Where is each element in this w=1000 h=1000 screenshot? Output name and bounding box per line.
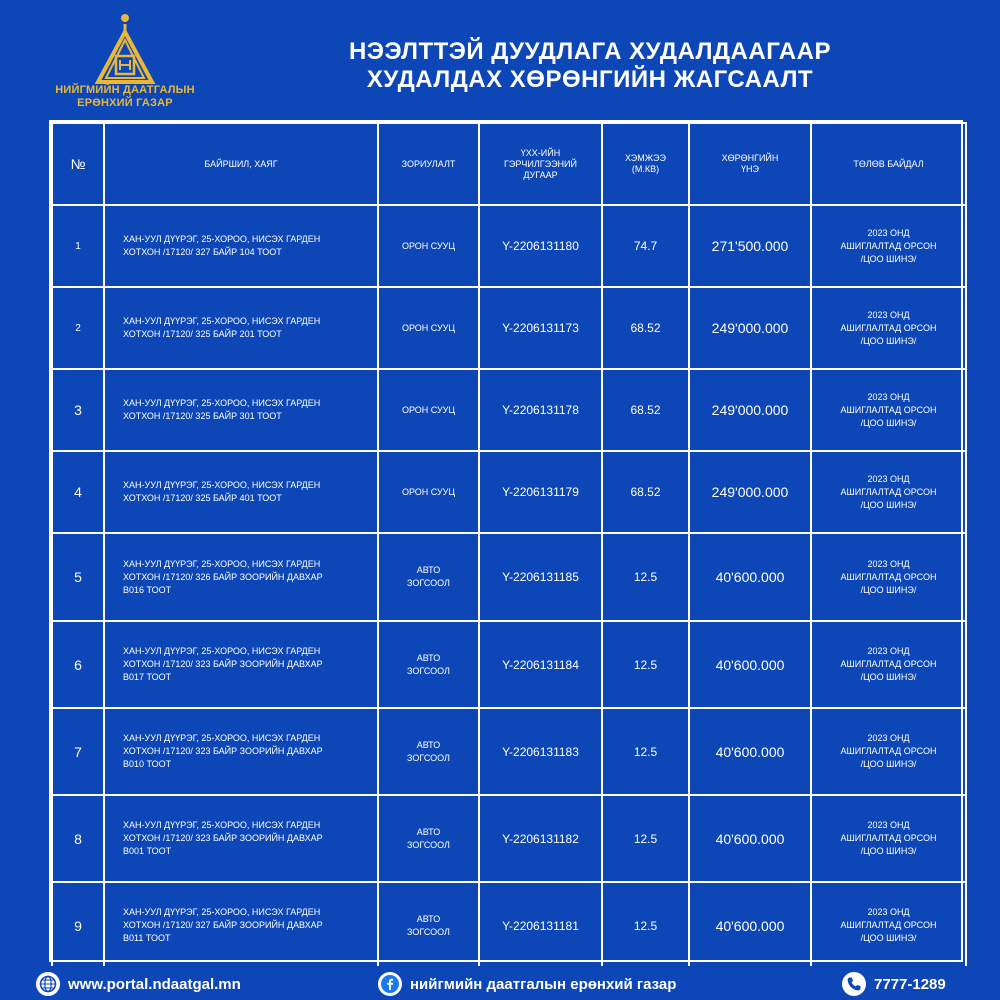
row-number: 8 <box>52 795 104 882</box>
row-purpose <box>378 287 479 369</box>
row-price: 40'600.000 <box>689 708 811 795</box>
row-status-line2: АШИГЛАЛТАД ОРСОН <box>840 322 937 333</box>
row-status-line2: АШИГЛАЛТАД ОРСОН <box>840 486 937 497</box>
row-purpose-line1: ОРОН СУУЦ <box>401 322 456 333</box>
row-purpose-line2: ЗОГСООЛ <box>407 578 450 588</box>
row-purpose <box>378 621 479 708</box>
row-address-line1: ХАН-УУЛ ДҮҮРЭГ, 25-ХОРОО, НИСЭХ ГАРДЕН <box>123 820 321 830</box>
row-purpose-line1: АВТО <box>416 739 441 750</box>
row-certificate: Y-2206131181 <box>479 882 602 969</box>
row-status-line1: 2023 ОНД <box>867 309 910 320</box>
row-address-line1: ХАН-УУЛ ДҮҮРЭГ, 25-ХОРОО, НИСЭХ ГАРДЕН <box>123 316 321 326</box>
header-price-line1: ХӨРӨНГИЙН <box>721 153 779 163</box>
row-purpose-line1: АВТО <box>416 826 441 837</box>
row-purpose-line1: АВТО <box>416 652 441 663</box>
header-no: № <box>52 123 104 205</box>
row-price: 249'000.000 <box>689 287 811 369</box>
header-purpose: ЗОРИУЛАЛТ <box>378 123 479 205</box>
row-price: 40'600.000 <box>689 795 811 882</box>
row-number: 3 <box>52 369 104 451</box>
row-address-line2: ХОТХОН /17120/ 327 БАЙР ЗООРИЙН ДАВХАР <box>123 920 323 930</box>
row-address <box>104 882 378 969</box>
table-row <box>52 882 966 969</box>
header-certificate-line3: ДУГААР <box>523 169 558 180</box>
row-price: 40'600.000 <box>689 882 811 969</box>
row-size: 68.52 <box>602 451 689 533</box>
header-certificate-line1: ҮХХ-ИЙН <box>520 147 561 158</box>
row-certificate: Y-2206131180 <box>479 205 602 287</box>
header-size-line2: (М.КВ) <box>631 164 660 174</box>
row-status-line1: 2023 ОНД <box>867 391 910 402</box>
row-status <box>811 882 966 969</box>
row-address-line1: ХАН-УУЛ ДҮҮРЭГ, 25-ХОРОО, НИСЭХ ГАРДЕН <box>123 733 321 743</box>
row-status-line1: 2023 ОНД <box>867 733 910 743</box>
row-address <box>104 795 378 882</box>
row-purpose-line1: ОРОН СУУЦ <box>401 240 456 251</box>
row-status-line2: АШИГЛАЛТАД ОРСОН <box>840 240 937 251</box>
footer-website[interactable] <box>36 971 241 997</box>
row-address <box>104 451 378 533</box>
logo-text-line2: ЕРӨНХИЙ ГАЗАР <box>77 97 173 109</box>
row-size: 74.7 <box>602 205 689 287</box>
row-certificate: Y-2206131173 <box>479 287 602 369</box>
row-address-line2: ХОТХОН /17120/ 323 БАЙР ЗООРИЙН ДАВХАР <box>123 746 323 756</box>
table-row <box>52 795 966 882</box>
table-row <box>52 369 966 451</box>
row-address <box>104 205 378 287</box>
row-address-line1: ХАН-УУЛ ДҮҮРЭГ, 25-ХОРОО, НИСЭХ ГАРДЕН <box>123 558 321 569</box>
header-certificate-line2: ГЭРЧИЛГЭЭНИЙ <box>504 158 577 169</box>
row-price: 249'000.000 <box>689 369 811 451</box>
row-number: 2 <box>52 287 104 369</box>
row-status <box>811 451 966 533</box>
row-status-line3: /ЦОО ШИНЭ/ <box>860 759 917 769</box>
facebook-icon <box>378 972 402 996</box>
table-row <box>52 621 966 708</box>
row-status-line1: 2023 ОНД <box>867 646 910 656</box>
row-address-line2: ХОТХОН /17120/ 327 БАЙР 104 ТООТ <box>123 247 282 257</box>
row-status-line2: АШИГЛАЛТАД ОРСОН <box>840 659 937 669</box>
row-status-line1: 2023 ОНД <box>867 820 910 830</box>
row-status-line1: 2023 ОНД <box>867 907 910 917</box>
row-price: 249'000.000 <box>689 451 811 533</box>
row-status-line2: АШИГЛАЛТАД ОРСОН <box>840 404 937 415</box>
row-purpose <box>378 708 479 795</box>
header-certificate <box>479 123 602 205</box>
footer-website-text[interactable]: www.portal.ndaatgal.mn <box>68 975 241 993</box>
row-status-line1: 2023 ОНД <box>867 558 910 569</box>
table-row <box>52 708 966 795</box>
row-status-line3: /ЦОО ШИНЭ/ <box>860 417 917 428</box>
row-number: 7 <box>52 708 104 795</box>
row-purpose <box>378 533 479 621</box>
row-number: 5 <box>52 533 104 621</box>
row-address-line3: B010 ТООТ <box>123 759 172 769</box>
row-status-line1: 2023 ОНД <box>867 227 910 238</box>
row-certificate: Y-2206131185 <box>479 533 602 621</box>
footer-facebook-text[interactable]: нийгмийн даатгалын ерөнхий газар <box>410 975 677 993</box>
header-price <box>689 123 811 205</box>
row-number: 4 <box>52 451 104 533</box>
row-price: 40'600.000 <box>689 533 811 621</box>
logo-text-line1: НИЙГМИЙН ДААТГАЛЫН <box>55 84 195 96</box>
row-address-line2: ХОТХОН /17120/ 326 БАЙР ЗООРИЙН ДАВХАР <box>123 571 323 582</box>
header-status: ТӨЛӨВ БАЙДАЛ <box>811 123 966 205</box>
page-title-line1: НЭЭЛТТЭЙ ДУУДЛАГА ХУДАЛДААГААР <box>349 38 831 65</box>
row-status-line3: /ЦОО ШИНЭ/ <box>860 335 917 346</box>
globe-icon <box>36 972 60 996</box>
row-address-line3: B016 ТООТ <box>123 584 172 595</box>
row-status-line1: 2023 ОНД <box>867 473 910 484</box>
table-header-row <box>52 123 966 205</box>
row-address-line1: ХАН-УУЛ ДҮҮРЭГ, 25-ХОРОО, НИСЭХ ГАРДЕН <box>123 234 321 244</box>
row-status <box>811 205 966 287</box>
row-address <box>104 369 378 451</box>
phone-icon <box>842 972 866 996</box>
row-purpose-line2: ЗОГСООЛ <box>407 752 450 763</box>
footer <box>0 966 1000 1000</box>
row-status-line2: АШИГЛАЛТАД ОРСОН <box>840 571 937 582</box>
row-status-line3: /ЦОО ШИНЭ/ <box>860 933 917 943</box>
row-size: 68.52 <box>602 287 689 369</box>
row-status-line3: /ЦОО ШИНЭ/ <box>860 846 917 856</box>
table-row <box>52 533 966 621</box>
table-row <box>52 205 966 287</box>
header-size-line1: ХЭМЖЭЭ <box>625 153 666 163</box>
row-address-line3: B017 ТООТ <box>123 672 172 682</box>
header-size <box>602 123 689 205</box>
row-address-line1: ХАН-УУЛ ДҮҮРЭГ, 25-ХОРОО, НИСЭХ ГАРДЕН <box>123 907 321 917</box>
row-purpose <box>378 205 479 287</box>
row-address <box>104 287 378 369</box>
row-status-line2: АШИГЛАЛТАД ОРСОН <box>840 920 937 930</box>
table-row <box>52 287 966 369</box>
row-status <box>811 621 966 708</box>
row-number: 1 <box>52 205 104 287</box>
row-purpose <box>378 451 479 533</box>
row-status <box>811 708 966 795</box>
footer-phone-text[interactable]: 7777-1289 <box>874 975 946 993</box>
row-certificate: Y-2206131182 <box>479 795 602 882</box>
row-certificate: Y-2206131183 <box>479 708 602 795</box>
row-purpose-line1: АВТО <box>416 913 441 924</box>
row-address-line2: ХОТХОН /17120/ 325 БАЙР 301 ТООТ <box>123 411 282 421</box>
row-status-line3: /ЦОО ШИНЭ/ <box>860 499 917 510</box>
row-purpose-line1: ОРОН СУУЦ <box>401 486 456 497</box>
property-table <box>49 120 963 962</box>
row-status-line3: /ЦОО ШИНЭ/ <box>860 253 917 264</box>
row-address-line2: ХОТХОН /17120/ 323 БАЙР ЗООРИЙН ДАВХАР <box>123 833 323 843</box>
row-certificate: Y-2206131178 <box>479 369 602 451</box>
row-status <box>811 369 966 451</box>
row-address <box>104 621 378 708</box>
page-title <box>220 38 960 94</box>
row-status <box>811 795 966 882</box>
row-address <box>104 708 378 795</box>
row-number: 9 <box>52 882 104 969</box>
row-purpose-line2: ЗОГСООЛ <box>407 926 450 937</box>
footer-facebook[interactable] <box>378 971 676 997</box>
row-number: 6 <box>52 621 104 708</box>
row-status <box>811 533 966 621</box>
row-address-line1: ХАН-УУЛ ДҮҮРЭГ, 25-ХОРОО, НИСЭХ ГАРДЕН <box>123 480 321 490</box>
row-size: 12.5 <box>602 533 689 621</box>
row-purpose <box>378 882 479 969</box>
row-address-line2: ХОТХОН /17120/ 325 БАЙР 401 ТООТ <box>123 493 282 503</box>
row-purpose-line1: АВТО <box>416 565 441 575</box>
row-price: 271'500.000 <box>689 205 811 287</box>
row-purpose-line2: ЗОГСООЛ <box>407 665 450 676</box>
table-row <box>52 451 966 533</box>
row-certificate: Y-2206131184 <box>479 621 602 708</box>
row-purpose <box>378 369 479 451</box>
row-address <box>104 533 378 621</box>
row-purpose-line2: ЗОГСООЛ <box>407 839 450 850</box>
page-title-line2: ХУДАЛДАХ ХӨРӨНГИЙН ЖАГСААЛТ <box>366 66 814 93</box>
row-address-line2: ХОТХОН /17120/ 323 БАЙР ЗООРИЙН ДАВХАР <box>123 659 323 669</box>
row-address-line3: B001 ТООТ <box>123 846 172 856</box>
logo <box>50 12 200 112</box>
row-status-line3: /ЦОО ШИНЭ/ <box>860 584 917 595</box>
row-purpose <box>378 795 479 882</box>
footer-phone[interactable] <box>842 971 946 997</box>
row-status-line3: /ЦОО ШИНЭ/ <box>860 672 917 682</box>
row-size: 12.5 <box>602 882 689 969</box>
row-size: 12.5 <box>602 795 689 882</box>
row-certificate: Y-2206131179 <box>479 451 602 533</box>
row-size: 12.5 <box>602 621 689 708</box>
row-address-line2: ХОТХОН /17120/ 325 БАЙР 201 ТООТ <box>123 329 282 339</box>
logo-emblem-icon <box>90 12 160 84</box>
row-purpose-line1: ОРОН СУУЦ <box>401 404 456 415</box>
row-status-line2: АШИГЛАЛТАД ОРСОН <box>840 833 937 843</box>
header-address: БАЙРШИЛ, ХАЯГ <box>104 123 378 205</box>
row-address-line1: ХАН-УУЛ ДҮҮРЭГ, 25-ХОРОО, НИСЭХ ГАРДЕН <box>123 646 321 656</box>
row-price: 40'600.000 <box>689 621 811 708</box>
row-size: 68.52 <box>602 369 689 451</box>
header-price-line2: ҮНЭ <box>741 164 759 174</box>
row-size: 12.5 <box>602 708 689 795</box>
row-address-line1: ХАН-УУЛ ДҮҮРЭГ, 25-ХОРОО, НИСЭХ ГАРДЕН <box>123 398 321 408</box>
row-address-line3: B011 ТООТ <box>123 933 171 943</box>
row-status-line2: АШИГЛАЛТАД ОРСОН <box>840 746 937 756</box>
row-status <box>811 287 966 369</box>
